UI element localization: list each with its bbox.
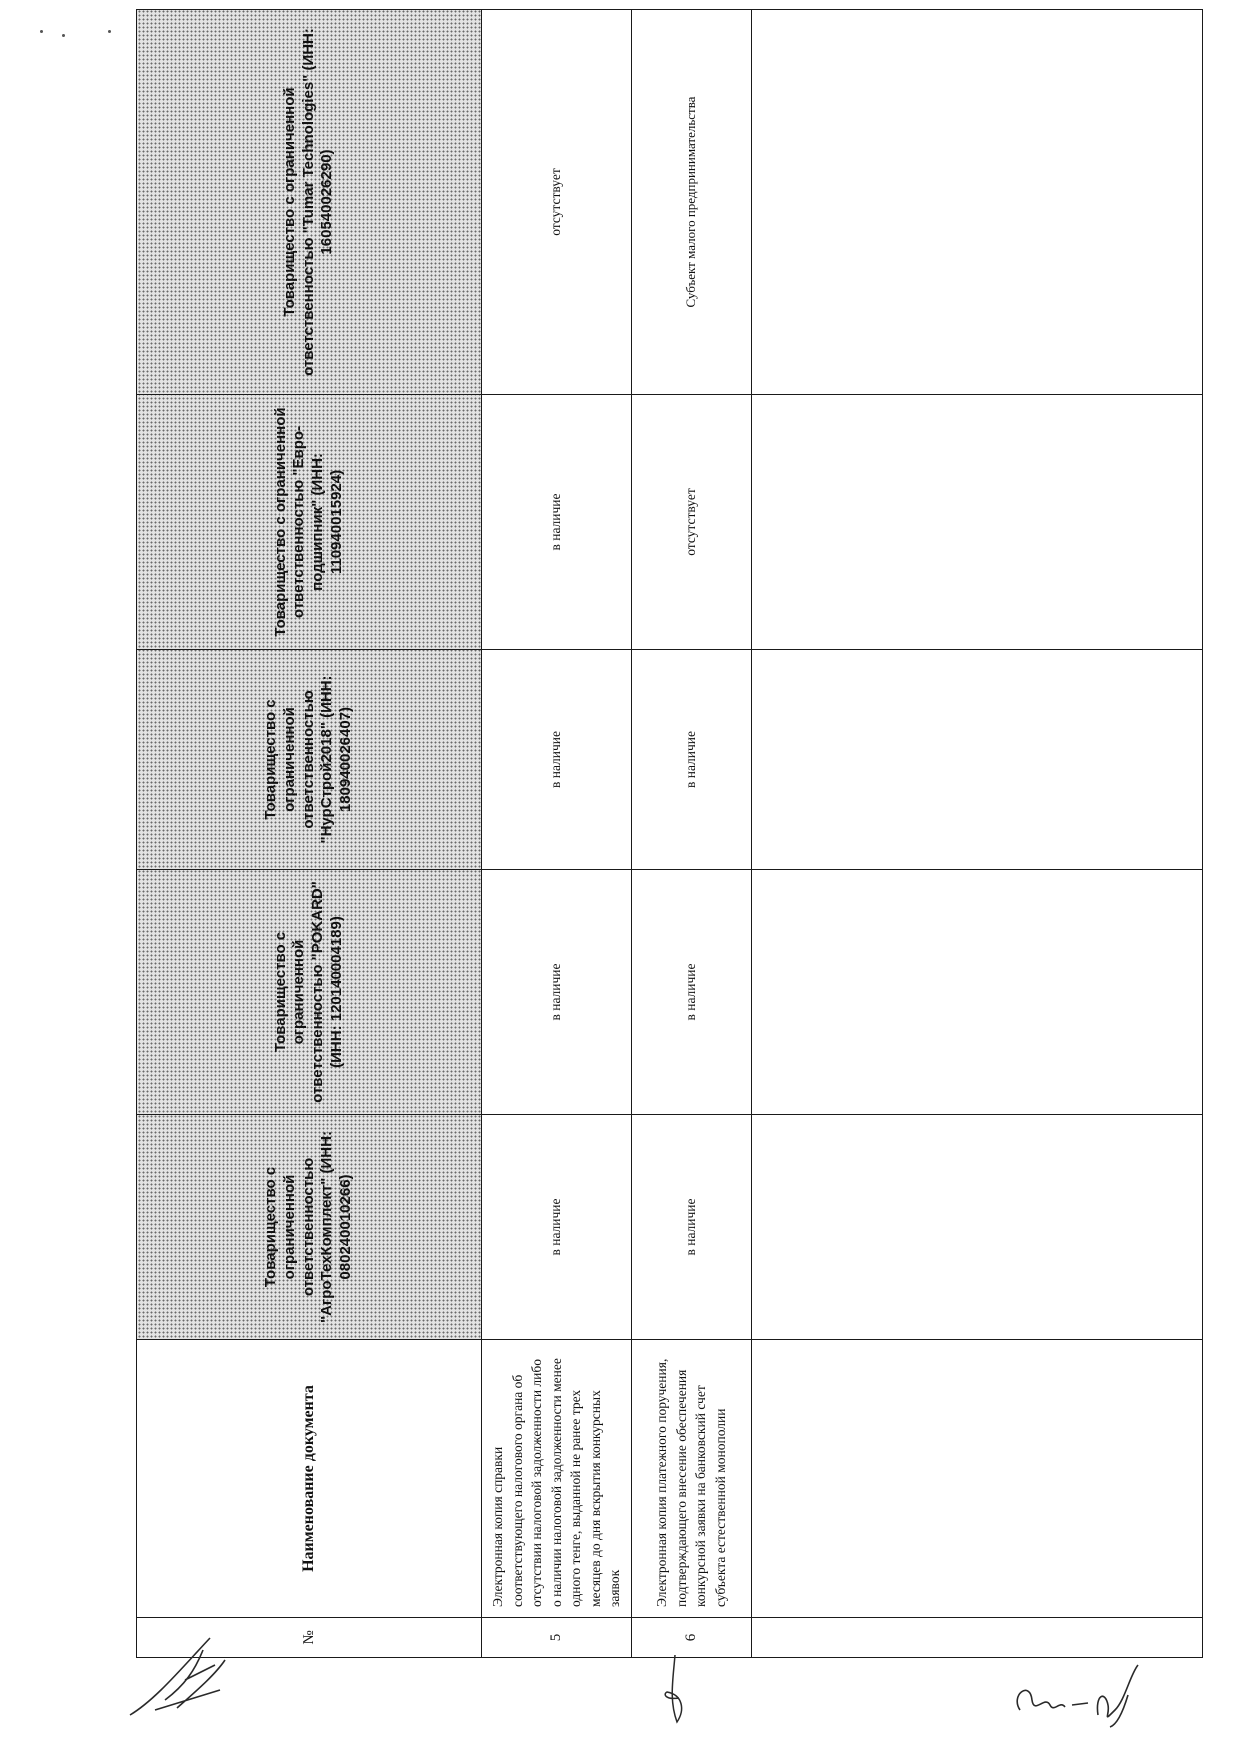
row-document-name: Электронная копия платежного поручения, подтверждающего внесение обеспечения конкурсной заявки на банковский счет субъекта естественной монополии [631, 1340, 751, 1618]
header-company-1: Товарищество с ограниченной ответственностью "АгроТехКомплект" (ИНН: 080240010266) [137, 1115, 482, 1340]
signature-left [125, 1630, 235, 1720]
empty-cell [751, 870, 1202, 1115]
row-number: 5 [482, 1618, 632, 1658]
scan-speck [62, 34, 65, 37]
empty-cell [751, 1340, 1202, 1618]
cell-status: в наличие [482, 1115, 632, 1340]
signature-middle [655, 1650, 695, 1730]
table-header-row [137, 10, 482, 1658]
cell-status: в наличие [631, 650, 751, 870]
signature-right [1010, 1655, 1150, 1730]
table-row [631, 10, 751, 1658]
document-comparison-table [136, 9, 1203, 1658]
header-company-2: Товарищество с ограниченной ответственностью "POKARD" (ИНН: 120140004189) [137, 870, 482, 1115]
cell-status: в наличие [631, 870, 751, 1115]
header-company-4: Товарищество с ограниченной ответственностью "Евро-подшипник" (ИНН: 110940015924) [137, 395, 482, 650]
cell-status: в наличие [482, 650, 632, 870]
table-empty-row [751, 10, 1202, 1658]
header-num: № [137, 1618, 482, 1658]
cell-status: в наличие [482, 870, 632, 1115]
row-document-name: Электронная копия справки соответствующего налогового органа об отсутствии налоговой задолженности либо о наличии налоговой задолженности менее одного тенге, выданной не ранее трех месяцев до дня вскрытия конкурсных заявок [482, 1340, 632, 1618]
header-company-5: Товарищество с ограниченной ответственностью "Tumar Technologies" (ИНН: 160540026290) [137, 10, 482, 395]
empty-cell [751, 650, 1202, 870]
cell-status: отсутствует [631, 395, 751, 650]
scan-speck [108, 30, 111, 33]
table-row [482, 10, 632, 1658]
row-number: 6 [631, 1618, 751, 1658]
empty-cell [751, 395, 1202, 650]
empty-cell [751, 1115, 1202, 1340]
cell-status: отсутствует [482, 10, 632, 395]
header-company-3: Товарищество с ограниченной ответственностью "НурСтрой2018" (ИНН: 180940026407) [137, 650, 482, 870]
empty-cell [751, 1618, 1202, 1658]
cell-status: в наличие [631, 1115, 751, 1340]
scan-speck [40, 30, 43, 33]
empty-cell [751, 10, 1202, 395]
header-doc-name: Наименование документа [137, 1340, 482, 1618]
rotated-table-container [136, 10, 1203, 1658]
cell-status: Субъект малого предпринимательства [631, 10, 751, 395]
cell-status: в наличие [482, 395, 632, 650]
